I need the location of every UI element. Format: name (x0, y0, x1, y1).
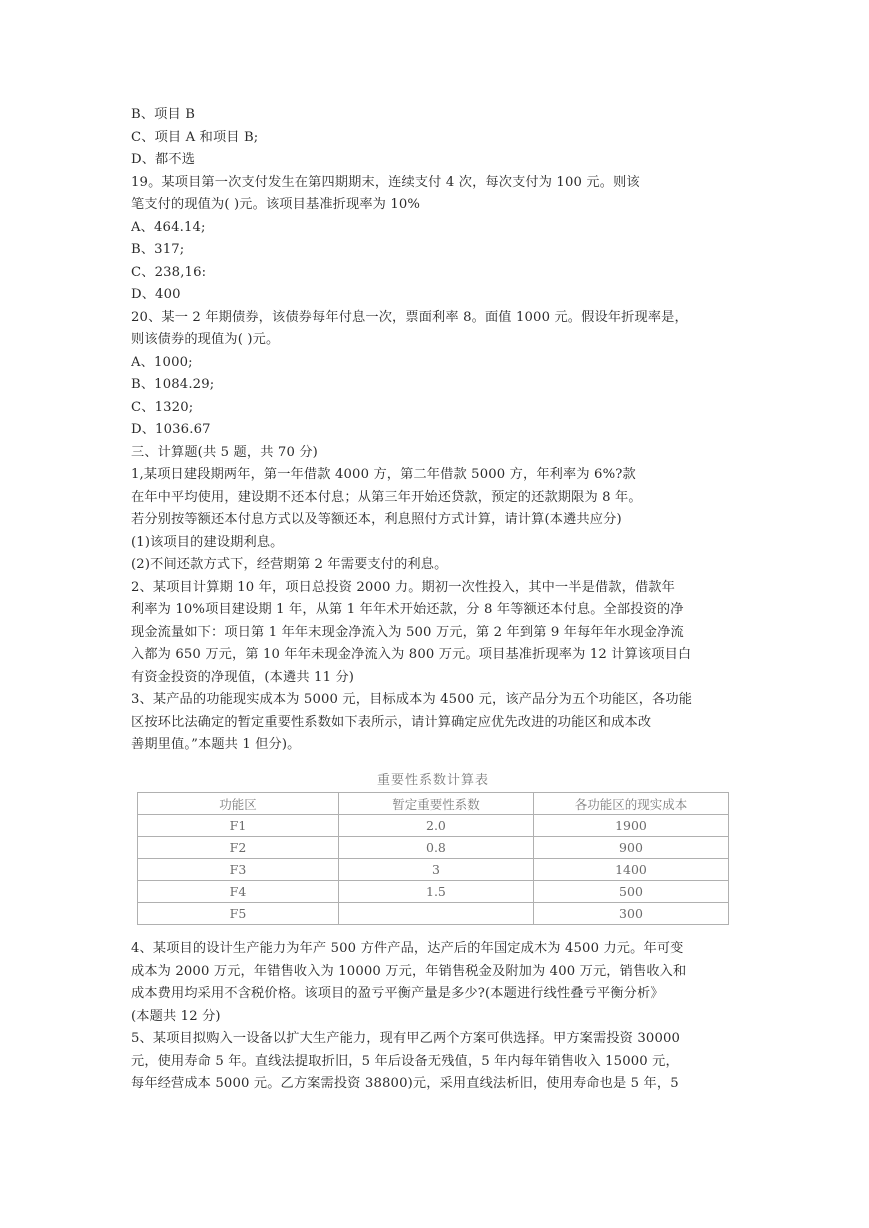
calc-5-line-1: 5、某项目拟购入一设备以扩大生产能力，现有甲乙两个方案可供选择。甲方案需投资 30000 (131, 1031, 681, 1046)
table-cell: 900 (533, 837, 728, 859)
table-cell: 0.8 (338, 837, 533, 859)
q20-option-b: B、1084.29; (131, 377, 215, 392)
text-block-top (131, 104, 741, 757)
table-cell: 500 (533, 881, 728, 903)
table-cell: 3 (338, 859, 533, 881)
calc-1-line-3: 若分别按等额还本付息方式以及等额还本，利息照付方式计算，请计算(本遴共应分) (131, 512, 622, 527)
table-cell: F3 (138, 859, 339, 881)
calc-4-line-4: (本题共 12 分) (131, 1008, 221, 1024)
calc-2-line-4: 入都为 650 万元，第 10 年年未现金净流入为 800 万元。项目基准折现率为 12 计算该项目白 (131, 647, 692, 662)
calc-2-line-1: 2、某项目计算期 10 年，项日总投资 2000 力。期初一次性投入，其中一半是借款，借款年 (131, 579, 675, 595)
calc-3-line-3: 善期里值。”本题共 1 但分)。 (131, 737, 301, 752)
table-cell: F5 (138, 903, 339, 925)
calc-4-line-3: 成本费用均采用不含税价格。该项目的盈亏平衡产量是多少?(本题进行线性叠亏平衡分析》 (131, 986, 664, 1001)
calc-1-sub-2: (2)不间还款方式下，经营期第 2 年需要支付的利息。 (131, 557, 448, 572)
calc-1-line-2: 在年中平均使用，建设期不还本付息；从第三年开始还贷款，预定的还款期限为 8 年。 (131, 489, 642, 505)
section-heading: 三、计算题(共 5 题，共 70 分) (131, 444, 318, 460)
table-cell: 2.0 (338, 815, 533, 837)
table-cell: 300 (533, 903, 728, 925)
column-header: 暂定重要性系数 (338, 793, 533, 815)
calc-1-sub-1: (1)该项目的建设期利息。 (131, 534, 284, 550)
question-19-line-2: 笔支付的现值为( )元。该项目基准折现率为 10% (131, 197, 421, 212)
table-cell (338, 903, 533, 925)
q19-option-b: B、317; (131, 242, 185, 257)
table-cell: F1 (138, 815, 339, 837)
calc-4-line-2: 成本为 2000 万元，年错售收入为 10000 万元，年销售税金及附加为 400 万元，销售收入和 (131, 963, 687, 979)
calc-2-line-3: 现金流量如下：项日第 1 年年末现金净流入为 500 万元，第 2 年到第 9 年每年年水现金净流 (131, 624, 684, 640)
calc-4-line-1: 4、某项目的设计生产能力为年产 500 方件产品，达产后的年国定成木为 4500 力元。年可变 (131, 941, 684, 956)
column-header: 各功能区的现实成本 (533, 793, 728, 815)
table-cell: 1.5 (338, 881, 533, 903)
option-b: B、项目 B (131, 107, 196, 122)
q19-option-d: D、400 (131, 287, 181, 302)
table-cell: F2 (138, 837, 339, 859)
option-d: D、都不选 (131, 152, 196, 167)
question-20-line-2: 则该债券的现值为( )元。 (131, 332, 280, 347)
question-19-line-1: 19。某项目第一次支付发生在第四期期末，连续支付 4 次，每次支付为 100 元。则该 (131, 174, 640, 190)
option-c: C、项目 A 和项目 B; (131, 129, 259, 145)
table-row (138, 859, 729, 881)
calc-2-line-5: 有资金投资的净现值，(本遴共 11 分) (131, 669, 355, 685)
table-header-row (138, 793, 729, 815)
q20-option-a: A、1000; (131, 354, 193, 370)
question-20-line-1: 20、某一 2 年期债券，该债券每年付息一次，票面利率 8。面值 1000 元。假设年折现率是， (131, 309, 688, 325)
calc-2-line-2: 利率为 10%项目建设期 1 年，从第 1 年年术开始还款，分 8 年等额还本付息。全部投资的净 (131, 602, 684, 617)
calc-5-line-2: 元，使用寿命 5 年。直线法提取折旧，5 年后设备无残值，5 年内每年销售收入 15000 元， (131, 1053, 679, 1069)
text-block-bottom (131, 938, 741, 1096)
q20-option-c: C、1320; (131, 399, 194, 415)
calc-3-line-2: 区按环比法确定的暂定重要性系数如下表所示，请计算确定应优先改进的功能区和成本改 (131, 714, 652, 730)
calc-5-line-3: 每年经营成本 5000 元。乙方案需投资 38800)元，采用直线法析旧，使用寿命也是 5 年，5 (131, 1076, 679, 1091)
q19-option-a: A、464.14; (131, 219, 206, 235)
table-cell: F4 (138, 881, 339, 903)
importance-table-block (137, 770, 729, 925)
table-row (138, 903, 729, 925)
calc-1-line-1: 1,某项日建段期两年，第一年借款 4000 方，第二年借款 5000 方，年利率为 6%?款 (131, 467, 636, 482)
table-row (138, 815, 729, 837)
calc-3-line-1: 3、某产品的功能现实成本为 5000 元，目标成本为 4500 元，该产品分为五个功能区，各功能 (131, 692, 693, 707)
importance-table (137, 792, 729, 925)
table-row (138, 881, 729, 903)
table-title: 重要性系数计算表 (376, 773, 489, 788)
q20-option-d: D、1036.67 (131, 422, 211, 437)
column-header: 功能区 (138, 793, 339, 815)
table-cell: 1400 (533, 859, 728, 881)
table-row (138, 837, 729, 859)
q19-option-c: C、238,16: (131, 264, 207, 280)
table-cell: 1900 (533, 815, 728, 837)
